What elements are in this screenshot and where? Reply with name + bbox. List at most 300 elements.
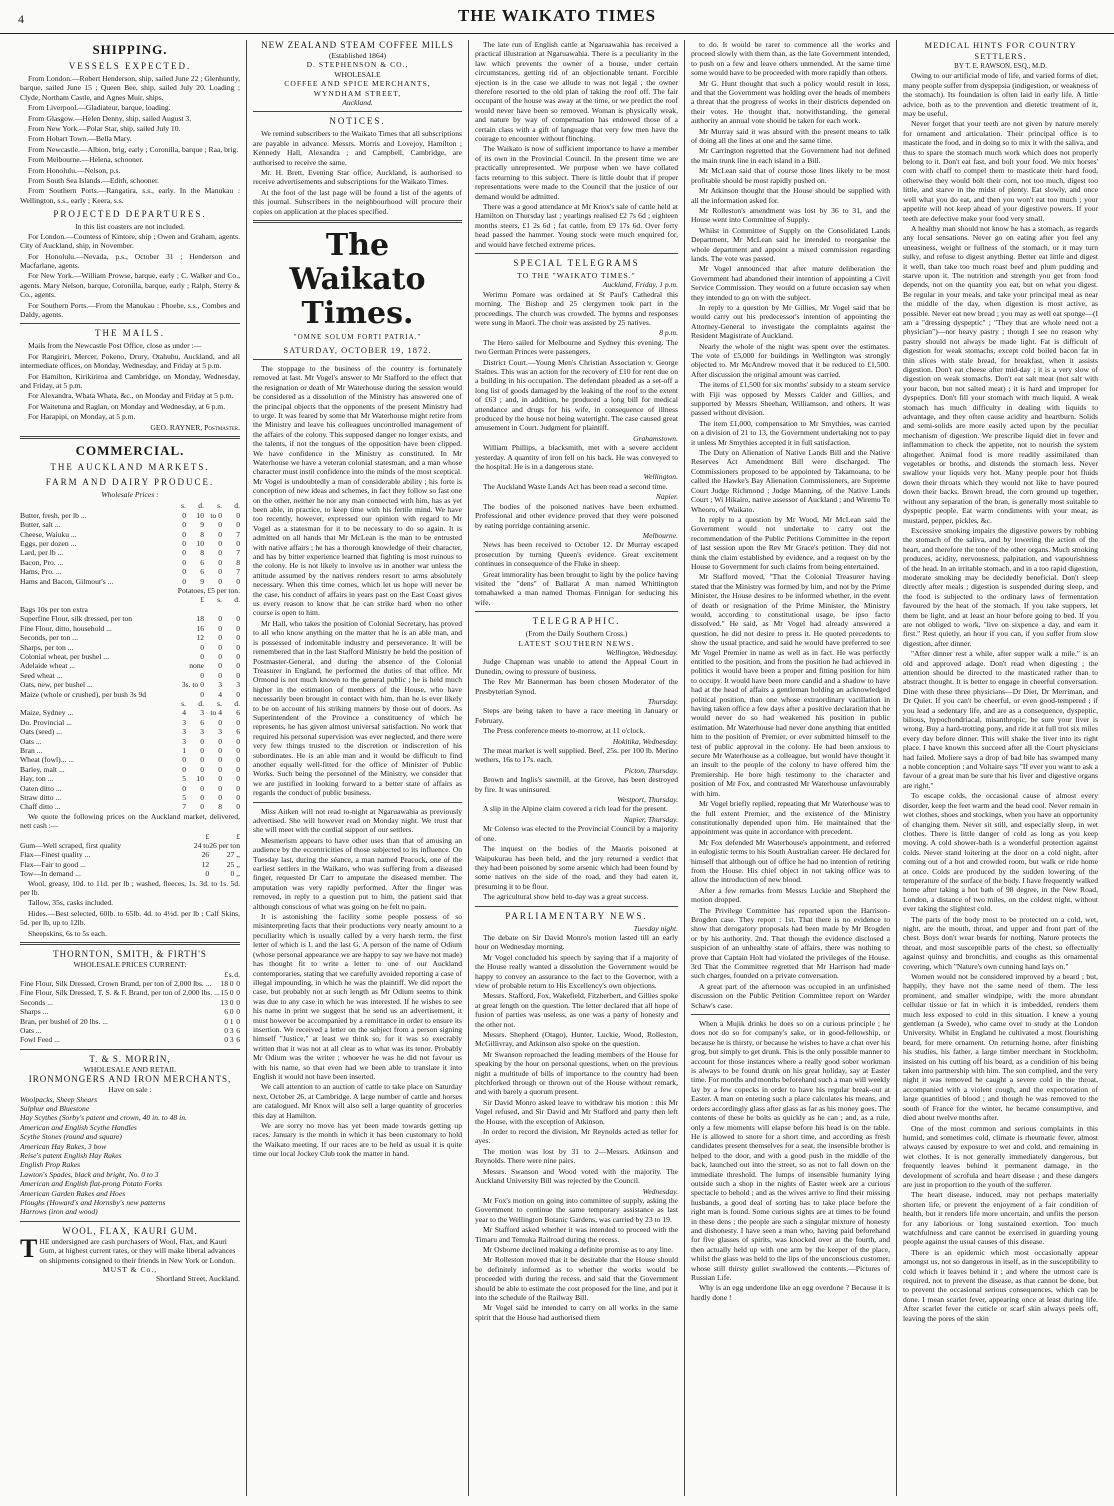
thornton-ad-subtitle: WHOLESALE PRICES CURRENT:	[73, 960, 187, 970]
divider	[475, 611, 678, 612]
table-cell: 3s. to 0	[181, 680, 204, 690]
table-cell: 1	[229, 1016, 234, 1026]
table-cell: 0	[218, 529, 222, 539]
table-cell: 0 ,,	[230, 869, 240, 879]
table-row	[20, 1026, 240, 1035]
muir-address: Shortland Street, Auckland.	[156, 1274, 240, 1284]
table-cell: 0	[218, 539, 222, 549]
table-row	[20, 784, 240, 793]
parliament-paragraph: The items of £1,500 for six months' subsidy to a steam service with Fiji was opposed by Messrs Calder and Gillies, and supported by Messrs Sheehan, Williamson, and others. It was passed without division.	[691, 380, 890, 418]
table-cell: 10	[196, 539, 204, 549]
table-row	[20, 841, 240, 850]
local-news-paragraph: It is astonishing the facility some people possess of so misinterpreting facts that their productions very nearly amount to a peculiarity which is usually called by a very harsh term, the first letter of which is L and the last G. A person of the name of Odium (whose personal appearance we are happy to say we have not made) has thought fit to write a letter to one of our Auckland contemporaries, stating that we carefully avoided reporting a case of illegal impounding, in which he was the plaintiff. We did report the case, but probably not at such length as Mr Odium seems to think was due to any case in which he was interested. If he wishes to see his name in print we suggest that he send us an advertisement, it must however be accompanied by a remittance in order to ensure its insertion. We received a letter on the subject from a person signing himself "Justice," at least we think so, for it was so execrably written that it was not at all clear as to what was its tenor. Probably Mr Odium was the writer ; whoever he was he did not favour us with his name, so that even had we been able to translate it into English it would not have been inserted.	[253, 912, 462, 1081]
table-cell: 7	[236, 567, 240, 577]
news-paragraph: Mr Colenso was elected to the Provincial Council by a majority of one.	[475, 824, 678, 843]
table-cell: 26 per ton	[209, 841, 240, 851]
table-cell: 0	[236, 670, 240, 680]
news-paragraph: The agricultural show held to-day was a great success.	[483, 892, 649, 902]
table-row	[20, 652, 240, 661]
column-notices-editorial	[246, 40, 468, 1496]
parliament-paragraph: Mr Swanson reproached the leading members of the House for speaking by the hour on personal questions, when on the previous night a multitude of bills of importance to the country had been pitchforked through or thrown out of the House without remark, and with barely a quorum present.	[475, 1049, 678, 1097]
table-header-row	[20, 832, 240, 841]
table-cell: Hams and Bacon, Gilmour's ...	[20, 576, 114, 586]
table-cell: 0	[218, 576, 222, 586]
table-header-cell: d.	[234, 501, 240, 511]
table-cell	[222, 605, 240, 614]
table-cell: Flax—Fair to good ...	[20, 859, 86, 869]
table-cell: Seconds, per ton ...	[20, 633, 78, 643]
latest-news-heading: LATEST SOUTHERN NEWS.	[518, 638, 635, 648]
table-cell: 0	[182, 529, 186, 539]
table-row	[20, 793, 240, 802]
table-cell: 0	[182, 539, 186, 549]
feature-paragraph: When a Mujik drinks he does so on a curious principle ; he does not do so for company's sake, or in good-fellowship, or because he is thirsty, or because he wishes to have a chat over his grog, but simply to get drunk. This is the only possible manner to account for those instances where a really good sober workman is always to be found drunk on his great holiday, say at Easter time. For months and months beforehand such a man will weekly lay by a few copecks in order to have his regular break-out at Easter. A man on entering such a place calculates his means, and orders accordingly glass after glass as far as his money goes. The contents of these he bolts as quickly as he can ; and, as a rule, only a few moments will elapse before his head is on the table. He is allowed to snore for a short time, and according as fresh candidates present themselves for a seat, the insensible brother is helped to the door, and with a good push in the middle of the back, launched out into the street, so as not to fall down on the immediate threshold. The lumps of insensible humanity lying outside such a shop in the nights of Easter week are a curious spectacle to behold ; and as the wives arrive to find their missing husbands, a good deal of sorting has to take place before the right man is found. Some curious sights are at times to be found in these dens ; the people are such a singular mixture of honesty and dishonesty. I have seen a man who, having paid beforehand for five glasses of spirits, was knocked over at the fourth, and then actually held up with one arm by the keeper of the place, whilst the glass was held to the lips of the unconscious customer, whose still thirsty gullet swallowed the contents.—Pictures of Russian Life.	[691, 1019, 890, 1282]
table-cell: 0	[218, 623, 222, 633]
table-cell: 8	[200, 548, 204, 558]
medical-hints-byline: BY T. E. RAWSON, ESQ., M.D.	[954, 62, 1047, 70]
table-row	[20, 1035, 240, 1044]
list-item: Scythe Stones (round and square)	[20, 1132, 122, 1142]
table-cell: 0	[229, 988, 234, 998]
parliament-paragraph: Mr Carrington regretted that the Government had not defined the main trunk line in each island in a Bill.	[691, 146, 890, 165]
flour-prices-table	[20, 595, 240, 698]
parliament-paragraph: Mr Rolleston's amendment was lost by 36 to 31, and the House went into Committee of Supply.	[691, 205, 890, 225]
table-cell: Bran ...	[20, 745, 43, 755]
divider	[475, 253, 678, 254]
departure-entry: For New York.—William Prowse, barque, early ; C. Walker and Co., agents. Mary Nelson, barque, Coronilla, barque, early ; Ralph, Sterry & Co., agents.	[20, 271, 240, 300]
table-cell: Barley, malt ...	[20, 764, 65, 774]
drop-cap: T	[20, 1233, 38, 1263]
table-cell: 5	[182, 793, 186, 802]
thornton-ad-title: THORNTON, SMITH, & FIRTH'S	[53, 949, 207, 960]
page-columns	[14, 40, 1104, 1496]
table-cell: Superfine Flour, silk dressed, per ton	[20, 614, 133, 624]
table-cell: 0	[200, 793, 204, 802]
list-item: American Garden Rakes and Hoes	[20, 1188, 126, 1198]
table-row	[20, 979, 240, 988]
table-cell: 0	[218, 614, 222, 624]
dateline: Westport, Thursday.	[617, 795, 678, 805]
table-cell	[204, 605, 222, 614]
grain-prices-table	[20, 699, 240, 812]
table-header-cell	[20, 501, 168, 510]
parliament-paragraph: Nearly the whole of the night was spent over the estimates. The vote of £5,000 for buildings in Wellington was strongly objected to. Mr McAndrew moved that it be reduced to £1,500. After discussion the original amount was carried.	[691, 341, 890, 379]
farm-prices-table	[20, 501, 240, 586]
table-cell: 0	[236, 614, 240, 624]
local-news-paragraph: There was a good attendance at Mr Knox's sale of cattle held at Hamilton on Thursday last ; yearlings realised £2 7s 6d ; eighteen months steers, £1 2s 6d ; fat cattle, from £9 17s 6d. Over forty head passed the hammer. Young stock were much enquired for, and would have fetched extreme prices.	[475, 201, 678, 249]
news-paragraph: Steps are being taken to have a race meeting in January or February.	[475, 706, 678, 725]
local-news-paragraph: Mesmerism appears to have other uses than that of amusing an audience by the eccentricities of those subjected to its influence. On Tuesday last, during the séance, a man named Peacock, one of the earliest settlers in the Waikato, who was suffering from a diseased finger, requested Dr Carr to amputate the diseased member. The amputation was very rapidly performed. After the finger was removed, in reply to a question put to him, the patient said that although conscious of what was going on he felt no pain.	[253, 835, 462, 911]
table-row	[20, 605, 240, 614]
table-cell: 4	[182, 708, 186, 718]
table-row	[20, 998, 240, 1007]
table-row	[20, 727, 240, 736]
hides-price: Hides.—Best selected, 60lb. to 65lb. 4d. to 4½d. per lb ; Calf Skins, 5d. per lb, up to 12lb.	[20, 908, 240, 928]
table-row	[20, 661, 240, 670]
table-cell: 25 ,,	[226, 859, 240, 869]
table-cell: 0	[229, 1007, 234, 1017]
table-cell: 6	[236, 727, 240, 737]
vessel-entry: From South Sea Islands.—Edith, schooner.	[28, 176, 159, 186]
table-cell: Oats (seed) ...	[20, 727, 62, 737]
parliament-paragraph: Mr Osborne declined making a definite promise as to any line.	[483, 1244, 674, 1254]
table-cell: 8	[236, 557, 240, 567]
table-cell: Oats ...	[20, 1025, 42, 1035]
table-cell: 10	[196, 774, 204, 784]
telegraphic-heading: TELEGRAPHIC.	[532, 616, 621, 627]
table-cell: 0	[200, 689, 204, 699]
newspaper-motto: "OMNE SOLUM FORTI PATRIA."	[293, 333, 422, 342]
list-item: American Hay Rakes, 3 bow	[20, 1141, 107, 1151]
table-row	[20, 718, 240, 727]
table-cell: 27 ,,	[226, 850, 240, 860]
table-cell: 0	[236, 745, 240, 755]
dateline: Napier, Thursday.	[623, 814, 678, 824]
mail-entry: For Hamilton, Kirikiriroa and Cambridge, on Monday, Wednesday, and Friday, at 5 p.m.	[20, 371, 240, 390]
thornton-prices-table	[20, 970, 240, 1045]
table-cell: 0	[236, 978, 240, 988]
table-cell: Eggs, per dozen ...	[20, 539, 77, 549]
list-item: Reise's patent English Hay Rakes	[20, 1151, 122, 1160]
table-row	[20, 690, 240, 699]
table-cell: 0	[236, 1016, 240, 1026]
table-header-cell: d.	[198, 501, 204, 511]
table-header-cell: £	[200, 595, 204, 605]
coffee-ad-title: NEW ZEALAND STEAM COFFEE MILLS	[261, 40, 454, 50]
vessel-entry: From Newcastle.—Albion, brig, early ; Coronilla, barque ; Raa, brig.	[28, 144, 239, 154]
table-cell: 0	[182, 548, 186, 558]
table-cell: Fowl Feed ...	[20, 1035, 60, 1045]
table-cell: 0	[218, 670, 222, 680]
table-row	[20, 520, 240, 529]
table-cell: Seconds ...	[20, 997, 53, 1007]
dateline: Picton, Thursday.	[624, 765, 678, 775]
table-cell: 24 to	[193, 841, 210, 851]
parliament-paragraph: Mr Murray said it was absurd with the present means to talk of doing all the lines at one and the same time.	[691, 126, 890, 146]
list-item: American and English Scythe Handles	[20, 1122, 137, 1132]
wool-flax-ad-title: WOOL, FLAX, KAURI GUM.	[62, 1225, 198, 1236]
table-cell: 0	[236, 642, 240, 652]
table-cell: 0	[182, 783, 186, 793]
table-cell: 3	[218, 680, 222, 690]
telegram-paragraph: News has been received to October 12. Dr Murray escaped prosecution by turning Queen's evidence. Great excitement continues in consequence of the Fluke in sheep.	[475, 540, 678, 569]
table-cell: Oats ...	[20, 736, 42, 746]
table-cell: 0	[200, 670, 204, 680]
table-cell: 0	[236, 988, 240, 998]
newspaper-masthead-title: THE WAIKATO TIMES	[457, 6, 657, 25]
table-header-cell: s.	[217, 501, 222, 511]
editorial-paragraph: The stoppage to the business of the country is fortunately removed at last. Mr Vogel's answer to Mr Stafford to the effect that the resignation or death of Mr Waterhouse during the session would be considered as a dissolution of the Ministry has answered one of the principal objects that the opponents of the present Ministry had to urge. It was feared by some that Mr Waterhouse might retire from the Ministry and leave his colleagues uncontrolled management of the affairs of the colony. This supposed danger no longer exists, and the talents, if not the tongues of the opposition have been clipped. We have confidence in the Ministry as constituted. In Mr Waterhouse we have a veteran colonial statesman, and a man whose character must instil confidence into the minds of the most sceptical. Mr Vogel is undoubtedly a man of considerable ability ; his forte is conception of new ideas and schemes, in fact they follow so fast one on the other, neither he nor any man connected with him, has as yet been able, in practice, to keep time with his fertile mind. We have too recently, however, expressed our opinion with regard to Mr Vogel as a statesman for it to be necessary to do so again. It is admitted on all hands that Mr McLean is the man to be entrusted with native affairs ; he has a thorough knowledge of their character, and has by bitter experience learned that fighting is most ruinous to the colony. He is not likely to involve us in another war unless the attitude assumed by the natives renders resort to arms absolutely necessary. When this time comes, which let us hope will never be the case, his conduct of affairs in years past on the East Coast gives us every reason to know that he can strike hard when no other course is open to him.	[253, 363, 462, 618]
table-cell: Wheat (fowl)... ...	[20, 755, 74, 765]
coffee-ad-established: (Established 1864)	[328, 51, 387, 60]
parliament-paragraph: The Privilege Committee has reported upon the Harrison-Brogden case. They report : 1st. That there is no evidence to show that derogatory proposals had been made by Mr Brogden or by his authority. 2nd. That though the evidence disclosed a suspicion of an unhealthy state of affairs, there was nothing to prove that Captain Holt had violated the privileges of the House. 3rd That the Committee regretted that Mr Harrison had made such charges, founded on a private conversation.	[691, 905, 890, 981]
table-header-cell: s.	[181, 501, 186, 511]
table-row	[20, 614, 240, 623]
parliament-paragraph: Mr McLean said that of course those lines likely to be most profitable should be most rapidly pushed on.	[691, 166, 890, 185]
list-item: Ploughs (Howard's and Hornsby's new patterns	[20, 1198, 166, 1208]
table-cell: 13	[220, 997, 228, 1007]
table-row	[20, 643, 240, 652]
table-header-cell	[20, 970, 220, 979]
parliament-paragraph: Mr Fox's motion on going into committee of supply, asking the Government to continue the same temporary assistance as last year to the Wellington Botanic Gardens, was carried by 23 to 19.	[475, 1195, 678, 1224]
parliament-paragraph: Mr Fox defended Mr Waterhouse's appointment, and referred in eulogistic terms to his South Australian career. He declared for himself that although out of office he had no intention of retiring from the House. His chief object in not taking office was to allow the introduction of new blood.	[691, 837, 890, 885]
table-cell: 7	[236, 548, 240, 558]
vessel-entry: From Liverpool.—Gladiateur, barque, loading.	[28, 103, 171, 113]
table-cell: 18	[220, 978, 228, 988]
projected-note: In this list coasters are not included.	[75, 222, 185, 232]
vessels-list	[20, 74, 240, 205]
table-cell: 4	[218, 689, 222, 699]
medical-paragraph: Excessive smoking impairs the digestive powers by robbing the stomach of the saliva, and by lowering the action of the heart, and therefore the tone of the other organs. Much smoking produces, acidity, nervousness, palpitation, and vapourishness of the head. In an irritable stomach, and in a too rapid digestion, moderate smoking may be decidedly beneficial. Don't sleep directly after meals ; digestion is suspended during sleep, and the food is subjected to the ordinary laws of fermentation favoured by the heat of the stomach. If you take suppers, let them be light, and at least an hour before going to bed. If you are not obliged to work, "live on sixpence a day, and earn it first." Rest quietly, an hour if you can, if you suffer from slow digestion, after dinner.	[903, 525, 1098, 648]
dateline: Thursday.	[647, 697, 678, 706]
medical-paragraph: Owing to our artificial mode of life, and varied forms of diet, many people suffer from dyspepsia (indigestion, or weakness of the stomach). Its foundation is often laid in early life. A little advice, both as to the prevention and dietetic treatment of it, may be useful.	[903, 71, 1098, 119]
table-cell: Cheese, Waiuku ...	[20, 529, 77, 539]
news-paragraph: The meat market is well supplied. Beef, 25s. per 100 lb. Merino wethers, 16s to 17s. each.	[475, 746, 678, 765]
news-paragraph: A slip in the Alpine claim covered a rich lead for the present.	[483, 804, 668, 814]
table-row	[20, 548, 240, 557]
table-cell: 0	[218, 774, 222, 784]
table-cell: 0	[182, 510, 186, 520]
table-cell: 3	[200, 727, 204, 737]
table-cell: 0	[218, 548, 222, 558]
parliament-paragraph: Mr Rolleston moved that it be desirable that the House should be definitely informed as to whether the works would be proceeded with during the recess, and said that the Government should be able to estimate the cost proposed for the line, and put it into the schedule of the Railway Bill.	[475, 1255, 678, 1302]
parliament-paragraph: Messrs. Shepherd (Otago), Hunter, Luckie, Wood, Rolleston, McGillivray, and Atkinson also spoke on the question.	[475, 1030, 678, 1049]
parliament-paragraph: Mr Vogel concluded his speech by saying that if a majority of the House really wanted a dissolution the Government would be happy to convey an assurance to the fact to the Governor, with a view of probable return to His Excellency's own objections.	[475, 952, 678, 990]
table-cell: 0	[218, 783, 222, 793]
table-cell: 7	[236, 529, 240, 539]
table-cell: 0	[236, 520, 240, 530]
table-cell: 3	[218, 727, 222, 737]
divider	[253, 802, 462, 803]
vessel-entry: From Honolulu.—Nelson, p.s.	[28, 165, 121, 175]
table-row	[20, 774, 240, 783]
telegram-paragraph: The bodies of the poisoned natives have been exhumed. Professional and other evidence proved that they were poisoned by eating porridge containing arsenic.	[475, 501, 678, 530]
mail-entry: For Harapipi, on Monday, at 5 p.m.	[28, 412, 136, 422]
parliament-paragraph: The debate on Sir David Monro's motion lasted till an early hour on Wednesday morning.	[475, 932, 678, 952]
table-cell: 3	[182, 717, 186, 727]
vessel-entry: From Southern Ports.—Rangatira, s.s., early. In the Manukau : Wellington, s.s., early ; Keera, s.s.	[20, 186, 240, 205]
table-cell: 18	[196, 614, 204, 624]
postmaster-signature: GEO. RAYNER, Postmaster.	[150, 422, 240, 432]
dateline: 8 p.m.	[659, 328, 678, 338]
notice-paragraph: We remind subscribers to the Waikato Times that all subscriptions are payable in advance. Messrs. Morris and Lovejoy, Hamilton ; Kennedy Hall, Alexandra ; and Campbell, Cambridge, are authorised to receive the same.	[253, 129, 462, 167]
medical-paragraph: Never forget that your teeth are not given by nature merely for ornament and articulation. Their principal office is to masticate the food, and in doing so to mix it with the saliva, and thus to spare the stomach much work which does not properly belong to it. Don't eat fast, and bolt your food. We mix horses' corn with chaff to compel them to masticate their hard food, otherwise they would bolt their corn, not too much, digest too little, and starve in the midst of plenty. Eat slowly, and once well what you do eat, and then you won't eat too much ; your appetite will not keep ahead of your digestive powers. If your teeth are defective make your food very small.	[903, 119, 1098, 223]
table-cell: 0	[200, 783, 204, 793]
table-cell: 8	[218, 802, 222, 812]
table-row	[20, 1007, 240, 1016]
tallow-price: Tallow, 35s, casks included.	[28, 898, 114, 908]
table-row	[20, 511, 240, 520]
news-paragraph: Brown and Inglis's sawmill, at the Grove, has been destroyed by fire. It was uninsured.	[475, 775, 678, 794]
table-cell: 0	[218, 736, 222, 746]
table-header-cell: s.	[181, 698, 186, 708]
local-news-paragraph: The late run of English cattle at Ngaruawahia has received a practical illustration at Ngaruawahia. There is a peculiarity in the law which prevents the owner of a house, under certain circumstances, getting rid of an objectionable tenant. Forcible ejection is in the case we allude to was not legal ; the owner therefore resorted to the old plan of taking the roof off. The fair occupant of the house was away at the time, or we predict the roof would never have been so removed. Woman is physically weak, and nature by way of compensation has endowed those of a certain class with a gift of language that very few men have the courage to encounter without flinching.	[475, 40, 678, 144]
table-cell: Chaff ditto ...	[20, 802, 61, 812]
table-cell: 6	[236, 708, 240, 718]
list-item: Sulphur and Bluestone	[20, 1103, 90, 1113]
medical-hints-heading: MEDICAL HINTS FOR COUNTRY SETTLERS.	[924, 40, 1077, 61]
divider	[475, 906, 678, 907]
dateline: Tuesday night.	[633, 923, 678, 933]
table-cell: Seed wheat ...	[20, 670, 63, 680]
table-cell: 3	[182, 736, 186, 746]
commercial-heading: COMMERCIAL.	[75, 443, 185, 458]
parliament-paragraph: Mr Vogel said he intended to carry on all works in the same spirit that the House had authorised them	[475, 1303, 678, 1322]
table-cell: Lard, per lb ...	[20, 548, 64, 558]
table-cell: 0	[182, 567, 186, 577]
divider	[20, 323, 240, 324]
list-item: Woolpacks, Sheep Shears	[20, 1094, 98, 1104]
parliament-paragraph: Sir David Monro asked leave to withdraw his motion : this Mr Vogel refused, and Sir David and Mr Stafford and party then left the House, with the exception of Atkinson.	[475, 1097, 678, 1126]
departure-entry: For London.—Countess of Kintore, ship ; Owen and Graham, agents. City of Auckland, ship, in November.	[20, 231, 240, 251]
wholesale-prices-label: Wholesale Prices :	[101, 490, 159, 499]
table-cell: Oats, new, per bushel ...	[20, 680, 93, 690]
table-cell: 6	[236, 1035, 240, 1045]
medical-paragraph: To escape colds, the occasional cause of almost every disorder, keep the feet warm and the head cool. Never remain in wet clothes, shoes and stockings, when you have an opportunity of changing them. Never sit still, and especially sleep, in wet clothes. There is little danger of cold as long as you keep moving. A cold shower-bath is a wonderful protection against colds. Never stand loitering at the door on a cold night, after coming out of a hot and crowded room, but walk or ride home at once. Colds are produced by the sudden lowering of the temperature of the surface of the body. I have frequently walked home after taking a hot bath of 98 degree, in the New Road, London, a distance of two miles, on the coldest night, without ever taking the slightest cold.	[903, 791, 1098, 914]
table-cell: Oaten ditto ...	[20, 783, 62, 793]
table-cell: to 4	[210, 708, 222, 718]
table-cell: 0	[218, 633, 222, 643]
table-header-row	[20, 970, 240, 979]
table-header-cell: s.	[217, 698, 222, 708]
telegraphic-source: (From the Daily Southern Cross.)	[525, 629, 628, 639]
vessel-entry: From New York.—Polar Star, ship, sailed July 10.	[28, 124, 181, 134]
table-cell: 0	[236, 736, 240, 746]
table-cell: 0	[236, 689, 240, 699]
table-cell: Butter, fresh, per lb ...	[20, 510, 87, 520]
table-cell: 0	[236, 802, 240, 812]
table-header-cell	[20, 832, 191, 841]
parliament-paragraph: A great part of the afternoon was occupied in an unfinished discussion on the Public Petition Committee report on Warder Schaw's case.	[691, 981, 890, 1010]
dateline: Auckland, Friday, 1 p.m.	[602, 280, 678, 290]
parliament-paragraph: Mr Stafford asked whether it was intended to proceed with the Timaru and Temuka Railroad during the recess.	[475, 1225, 678, 1244]
parliament-paragraph: In reply to a question by Mr Wood, Mr McLean said the Government would not undertake to carry out the recommendation of the Public Petitions Committee in the report of last session upon the Rev Mr Grace's petition. They did not think the claim established by evidence, and a request on by the House to Government for such claims from being entertained.	[691, 514, 890, 571]
issue-date: SATURDAY, OCTOBER 19, 1872.	[283, 344, 432, 355]
table-cell: 6	[224, 1007, 228, 1017]
table-cell: 0	[218, 755, 222, 765]
table-cell: 0	[200, 755, 204, 765]
table-cell: 9	[200, 576, 204, 586]
table-cell: Do. Provincial ...	[20, 717, 72, 727]
parliament-paragraph: In order to record the division, Mr Reynolds acted as teller for ayes.	[475, 1127, 678, 1146]
table-cell: 3	[229, 1035, 234, 1045]
parliament-paragraph: Mr Atkinson thought that the House should be supplied with all the information asked for.	[691, 186, 890, 205]
gum-flax-table	[20, 832, 240, 879]
table-row	[20, 850, 240, 859]
divider	[20, 942, 240, 945]
parliament-paragraph: Messrs. Swanson and Wood voted with the majority. The Auckland University Bill was rejected by the Council.	[475, 1166, 678, 1186]
table-row	[20, 755, 240, 764]
morrin-ad-title: T. & S. MORRIN,	[89, 1053, 171, 1064]
table-cell: 0	[200, 764, 204, 774]
list-item: English Prop Rakes	[20, 1160, 81, 1170]
table-row	[20, 680, 240, 689]
table-cell: Sharps, per ton ...	[20, 642, 74, 652]
table-cell: 0	[200, 745, 204, 755]
projected-departures-heading: PROJECTED DEPARTURES.	[53, 209, 207, 220]
table-cell: to 0	[210, 510, 222, 520]
table-cell: 16	[196, 623, 204, 633]
mail-entry: Mails from the Newcastle Post Office, close as under :—	[28, 341, 202, 351]
table-cell: 0	[205, 869, 210, 879]
table-header-row	[20, 595, 240, 604]
prices-note: We quote the following prices on the Auckland market, delivered, nett cash :—	[20, 811, 240, 831]
table-cell: 0	[200, 802, 204, 812]
table-cell: 0	[200, 642, 204, 652]
table-cell: 0	[182, 557, 186, 567]
parliament-paragraph: Mr Vogel briefly replied, repeating that Mr Waterhouse was to the full extent Premier, and the existence of the Ministry constitutionally depended upon him. He maintained that the appointment was quite in accordance with precedent.	[691, 799, 890, 837]
telegram-paragraph: The Hero sailed for Melbourne and Sydney this evening. The two German Princes were passengers.	[475, 337, 678, 357]
table-cell: 0	[236, 661, 240, 671]
table-row	[20, 737, 240, 746]
table-cell: Maize (whole or crushed), per bush 3s 9d	[20, 689, 147, 699]
column-parliament-continued	[684, 40, 896, 1496]
notice-paragraph: Mr. H. Brett, Evening Star office, Auckland, is authorised to receive advertisements and subscriptions for the Waikato Times.	[253, 168, 462, 187]
morrin-items	[20, 1095, 240, 1217]
coffee-ad-street: WYNDHAM STREET,	[313, 88, 402, 98]
divider	[20, 1221, 240, 1222]
potatoes-price: Potatoes, £5 per ton.	[177, 586, 240, 596]
table-row	[20, 530, 240, 539]
wool-price: Wool, greasy, 10d. to 11d. per lb ; washed, fleeces, 1s. 3d. to 1s. 5d. per lb.	[20, 878, 240, 898]
medical-paragraph: Women would not be considered improved by a beard ; but, happily, they have not the same need of them. The less prominent, and smaller windpipe, with the more abundant cellular tissue or fat in which it is imbedded, renders them much less exposed to cold in this situation. I knew a young gentleman (a Swede), who came over to study at the London University. Whilst in England he cultivated a most flourishing beard, for mere ornament. On returning home, after finishing his studies, his father, a large timber merchant in Stockholm, insisted on his cutting off his beard, as a condition of his being taken into partnership with him. The son complied, and the very night it was removed he caught a severe cold in the throat, accompanied with a violent cough, and the expectoration of large quantities of blood ; and though he was removed to the south of France for the winter, he became consumptive, and died about twelve months after.	[903, 972, 1098, 1123]
telegram-paragraph: The Auckland Waste Lands Act has been read a second time.	[483, 481, 668, 491]
table-cell: 0	[218, 651, 222, 661]
table-header-cell: d.	[198, 698, 204, 708]
notice-paragraph: At the foot of the last page will be found a list of the agents of this journal. Subscribers in the neighbourhood will procure their copies on application at the places specified.	[253, 187, 462, 216]
telegram-paragraph: Great immorality has been brought to light by the police having visited the "dens" of Ballarat A man named Whittington tomahawked a man named Thomas Finnigan for seducing his wife.	[475, 569, 678, 607]
table-header-cell: £	[205, 831, 210, 841]
table-cell: 10	[196, 510, 204, 520]
table-cell: 0	[236, 997, 240, 1007]
table-row	[20, 624, 240, 633]
parliament-paragraph: The item £1,000, compensation to Mr Smythies, was carried on a division of 21 to 13, the Government undertaking not to pay it unless Mr Smythies accepted it in full satisfaction.	[691, 418, 890, 447]
table-row	[20, 539, 240, 548]
mail-entry: For Rangiriri, Mercer, Pokeno, Drury, Otahuhu, Auckland, and all intermediate offices, on Monday, Wednesday, and Friday at 5 p.m.	[20, 351, 240, 371]
news-paragraph: The Rev Mr Bannerman has been chosen Moderator of the Presbyterian Synod.	[475, 677, 678, 696]
column-telegrams	[468, 40, 684, 1496]
table-cell: 0	[236, 539, 240, 549]
table-cell: 0	[182, 755, 186, 765]
table-cell: Sharps ...	[20, 1007, 49, 1017]
table-cell: 12	[196, 633, 204, 643]
morrin-subtitle: WHOLESALE AND RETAIL	[83, 1064, 177, 1074]
table-row	[20, 765, 240, 774]
table-cell: 0	[224, 1025, 228, 1035]
table-cell: Colonial wheat, per bushel ...	[20, 651, 109, 661]
table-cell: 0	[218, 557, 222, 567]
table-row	[20, 671, 240, 680]
parliament-paragraph: The motion was lost by 31 to 2—Messrs. Atkinson and Reynolds. There were nine pairs.	[475, 1146, 678, 1166]
vessel-entry: From Glasgow.—Helen Denny, ship, sailed August 3.	[28, 113, 192, 123]
table-cell: 15	[220, 988, 228, 998]
local-news-paragraph: Miss Aitken will not read to-night at Ngaruawahia as previously advertised. She will however read on Monday night. We trust that she will meet with the cordial support of our settlers.	[253, 806, 462, 835]
table-cell: Bags 10s per ton extra	[20, 604, 88, 614]
medical-paragraph: One of the most common and serious complaints in this humid, and sometimes cold, climate is rheumatic fever, almost always caused by exposure to wet and cold, and remaining in wet clothes. It is not generally immediately dangerous, but frequently leaves behind it permanent damage, in the development of scrofula and heart disease ; and these dangers are just in proportion to the youth of the sufferer.	[903, 1123, 1098, 1189]
dateline: Napier.	[655, 492, 678, 502]
divider	[691, 1014, 890, 1015]
table-header-cell	[20, 595, 182, 604]
table-cell: Butter, salt ...	[20, 520, 61, 530]
divider	[20, 1049, 240, 1050]
feature-paragraph: Why is an egg underdone like an egg overdone ? Because it is hardly done !	[691, 1283, 890, 1302]
mail-entry: For Alexandra, Whata Whata, &c., on Monday and Friday at 5 p.m.	[28, 391, 234, 401]
table-row	[20, 860, 240, 869]
table-cell: 0	[218, 567, 222, 577]
table-cell: 0	[218, 764, 222, 774]
muir-name: MUST & Co.,	[102, 1265, 158, 1275]
news-paragraph: The Press conference meets to-morrow, at 11 o'clock.	[483, 726, 646, 736]
